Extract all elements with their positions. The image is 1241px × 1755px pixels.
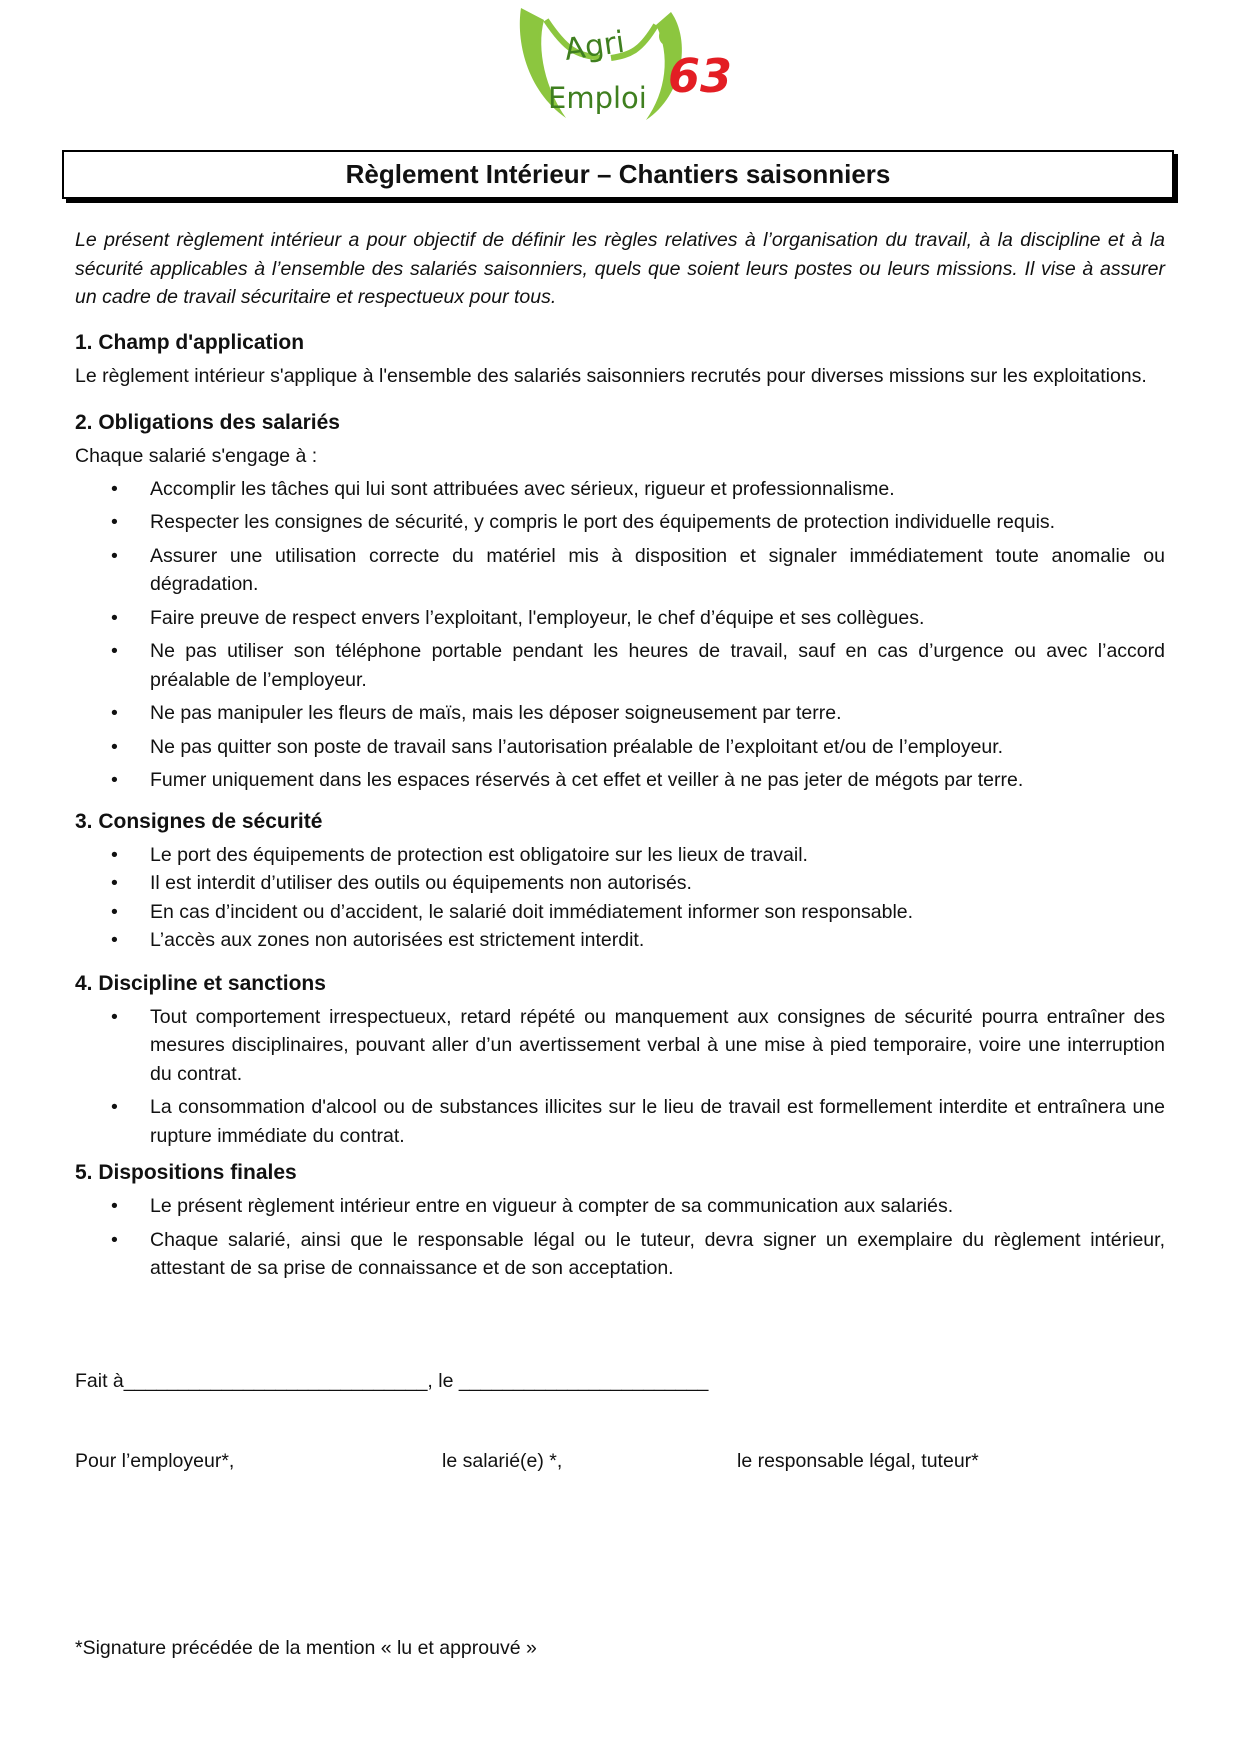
list-item: • Ne pas manipuler les fleurs de maïs, mais les déposer soigneusement par terre.: [75, 699, 1165, 728]
section-4: [75, 969, 1165, 1151]
fait-a-line: Fait à____________________________, le _______________________: [75, 1370, 709, 1392]
logo-right-head: [659, 27, 673, 45]
signature-salarie: le salarié(e) *,: [442, 1450, 563, 1472]
list-item: • La consommation d'alcool ou de substances illicites sur le lieu de travail est formellement interdite et entraînera une rupture immédiate du contrat.: [75, 1093, 1165, 1150]
logo-graphic: [506, 0, 766, 140]
section-1-heading: 1. Champ d'application: [75, 330, 305, 354]
list-item: • En cas d’incident ou d’accident, le salarié doit immédiatement informer son responsable.: [75, 898, 1165, 927]
list-item: • Chaque salarié, ainsi que le responsable légal ou le tuteur, devra signer un exemplaire du règlement intérieur, attestant de sa prise de connaissance et de son acceptation.: [75, 1226, 1165, 1283]
section-4-heading: 4. Discipline et sanctions: [75, 971, 326, 995]
document-title: Règlement Intérieur – Chantiers saisonniers: [345, 159, 891, 189]
logo-number-63: 63: [668, 49, 733, 103]
section-2-heading: 2. Obligations des salariés: [75, 411, 340, 434]
section-3-heading: 3. Consignes de sécurité: [75, 809, 323, 833]
section-2: [75, 408, 1165, 795]
signature-employeur: Pour l’employeur*,: [75, 1450, 235, 1472]
list-item: • Le présent règlement intérieur entre en vigueur à compter de sa communication aux salariés.: [75, 1192, 1165, 1221]
section-3-list: [75, 841, 1165, 955]
list-item: • Faire preuve de respect envers l’exploitant, l'employeur, le chef d’équipe et ses collègues.: [75, 604, 1165, 633]
list-item: • Ne pas utiliser son téléphone portable pendant les heures de travail, sauf en cas d’urgence ou avec l’accord préalable de l’employeur.: [75, 637, 1165, 694]
agri-emploi-logo: [506, 0, 766, 140]
section-1: [75, 328, 1165, 391]
signature-tuteur: le responsable légal, tuteur*: [737, 1450, 979, 1472]
list-item: • Accomplir les tâches qui lui sont attribuées avec sérieux, rigueur et professionnalisme.: [75, 475, 1165, 504]
section-1-text: Le règlement intérieur s'applique à l'ensemble des salariés saisonniers recrutés pour diverses missions sur les exploitations.: [75, 364, 1147, 387]
list-item: • Assurer une utilisation correcte du matériel mis à disposition et signaler immédiatement toute anomalie ou dégradation.: [75, 542, 1165, 599]
list-item: • Il est interdit d’utiliser des outils ou équipements non autorisés.: [75, 869, 1165, 898]
list-item: • Le port des équipements de protection est obligatoire sur les lieux de travail.: [75, 841, 1165, 870]
logo-word-emploi: Emploi: [548, 81, 647, 115]
list-item: • Tout comportement irrespectueux, retard répété ou manquement aux consignes de sécurité pourra entraîner des mesures disciplinaires, pouvant aller d’un avertissement verbal à une mise à pied temporaire, voire une interruption du contrat.: [75, 1003, 1165, 1089]
section-3: [75, 807, 1165, 955]
document-body: [75, 226, 1165, 1301]
logo-word-agri: Agri: [562, 24, 627, 68]
signature-footnote: *Signature précédée de la mention « lu et approuvé »: [75, 1637, 537, 1659]
logo-left-head: [525, 27, 539, 45]
section-5-list: [75, 1192, 1165, 1283]
section-2-list: [75, 475, 1165, 795]
list-item: • Ne pas quitter son poste de travail sans l’autorisation préalable de l’exploitant et/ou de l’employeur.: [75, 733, 1165, 762]
intro-paragraph: Le présent règlement intérieur a pour objectif de définir les règles relatives à l’organisation du travail, à la discipline et à la sécurité applicables à l’ensemble des salariés saisonniers, quels que soient leurs postes ou leurs missions. Il vise à assurer un cadre de travail sécuritaire et respectueux pour tous.: [75, 229, 1165, 308]
list-item: • Fumer uniquement dans les espaces réservés à cet effet et veiller à ne pas jeter de mégots par terre.: [75, 766, 1165, 795]
list-item: • L’accès aux zones non autorisées est strictement interdit.: [75, 926, 1165, 955]
list-item: • Respecter les consignes de sécurité, y compris le port des équipements de protection individuelle requis.: [75, 508, 1165, 537]
section-5-heading: 5. Dispositions finales: [75, 1161, 297, 1184]
document-title-box: [62, 150, 1174, 199]
section-2-lead: Chaque salarié s'engage à :: [75, 445, 318, 467]
section-4-list: [75, 1003, 1165, 1151]
section-5: [75, 1158, 1165, 1283]
